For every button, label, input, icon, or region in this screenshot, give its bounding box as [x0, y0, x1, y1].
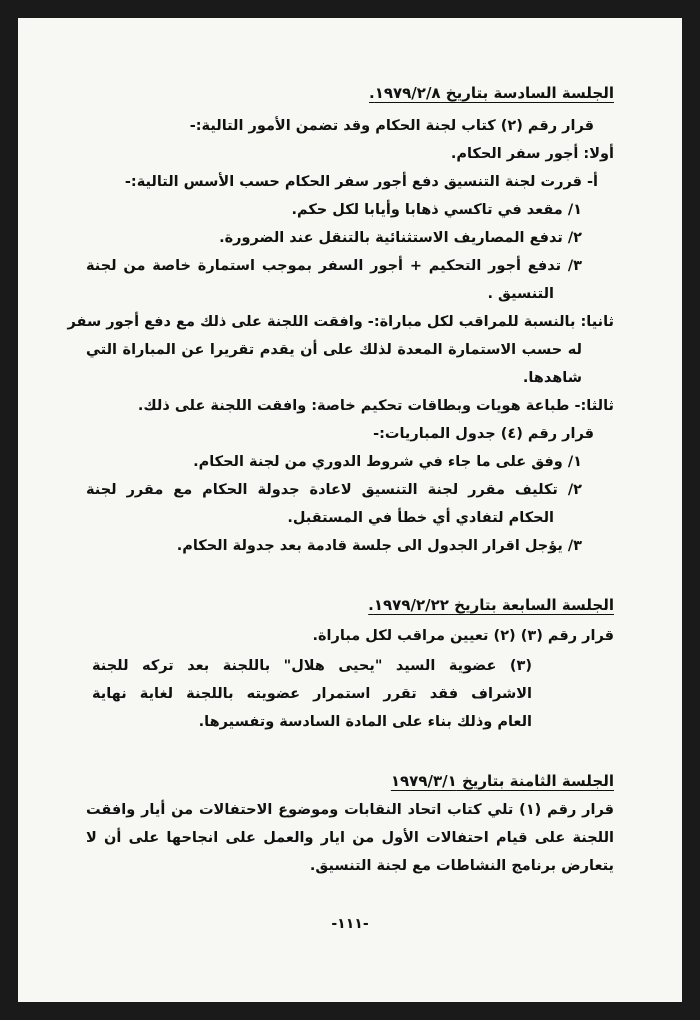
document-page	[18, 18, 682, 1002]
point-3-line: ٣/ تدفع أجور التحكيم + أجور السفر بموجب استمارة خاصة من لجنة	[86, 258, 582, 274]
d4-point-2-continuation: الحكام لتفادي أي خطأ في المستقبل.	[287, 510, 554, 526]
point-1-line: ١/ مقعد في تاكسي ذهابا وأيابا لكل حكم.	[291, 202, 582, 218]
d4-point-2-line: ٢/ تكليف مقرر لجنة التنسيق لاعادة جدولة الحكام مع مقرر لجنة	[86, 482, 582, 498]
session-6-heading: الجلسة السادسة بتاريخ ١٩٧٩/٢/٨.	[368, 84, 614, 102]
second-item-line: ثانيا: بالنسبة للمراقب لكل مباراة:- وافقت اللجنة على ذلك مع دفع أجور سفر	[67, 314, 614, 330]
session-7-heading: الجلسة السابعة بتاريخ ١٩٧٩/٢/٢٢.	[368, 596, 614, 614]
item-a-line: أ- قررت لجنة التنسيق دفع أجور سفر الحكام حسب الأسس التالية:-	[124, 174, 598, 190]
point-2-line: ٢/ تدفع المصاريف الاستثنائية بالتنقل عند الضرورة.	[219, 230, 582, 246]
second-item-continuation-1: له حسب الاستمارة المعدة لذلك على أن يقدم تقريرا عن المباراة التي	[86, 342, 582, 358]
decision-4-line: قرار رقم (٤) جدول المباريات:-	[373, 426, 594, 442]
d4-point-3-line: ٣/ يؤجل اقرار الجدول الى جلسة قادمة بعد جدولة الحكام.	[176, 538, 582, 554]
d4-point-1-line: ١/ وفق على ما جاء في شروط الدوري من لجنة الحكام.	[193, 454, 582, 470]
decision-2-line: قرار رقم (٢) كتاب لجنة الحكام وقد تضمن الأمور التالية:-	[189, 118, 594, 134]
membership-line-3: العام وذلك بناء على المادة السادسة وتفسيرها.	[198, 714, 532, 730]
decision-3-line: قرار رقم (٣) (٢) تعيين مراقب لكل مباراة.	[312, 628, 614, 644]
third-item-line: ثالثا:- طباعة هويات وبطاقات تحكيم خاصة: وافقت اللجنة على ذلك.	[137, 398, 614, 414]
point-3-continuation: التنسيق .	[487, 286, 554, 302]
second-item-continuation-2: شاهدها.	[522, 370, 582, 386]
first-item-line: أولا: أجور سفر الحكام.	[450, 146, 614, 162]
session-8-line-1: قرار رقم (١) تلي كتاب اتحاد النقابات وموضوع الاحتفالات من أيار وافقت	[86, 802, 614, 818]
session-8-line-3: يتعارض برنامج النشاطات مع لجنة التنسيق.	[309, 858, 614, 874]
session-8-line-2: اللجنة على قيام احتفالات الأول من ايار والعمل على انجاحها على أن لا	[86, 830, 614, 846]
page-number: -١١١-	[331, 916, 369, 932]
membership-line-1: (٣) عضوية السيد "يحيى هلال" باللجنة بعد تركه للجنة	[92, 658, 532, 674]
session-8-heading: الجلسة الثامنة بتاريخ ١٩٧٩/٣/١	[390, 772, 614, 790]
membership-line-2: الاشراف فقد تقرر استمرار عضويته باللجنة لغاية نهاية	[92, 686, 532, 702]
